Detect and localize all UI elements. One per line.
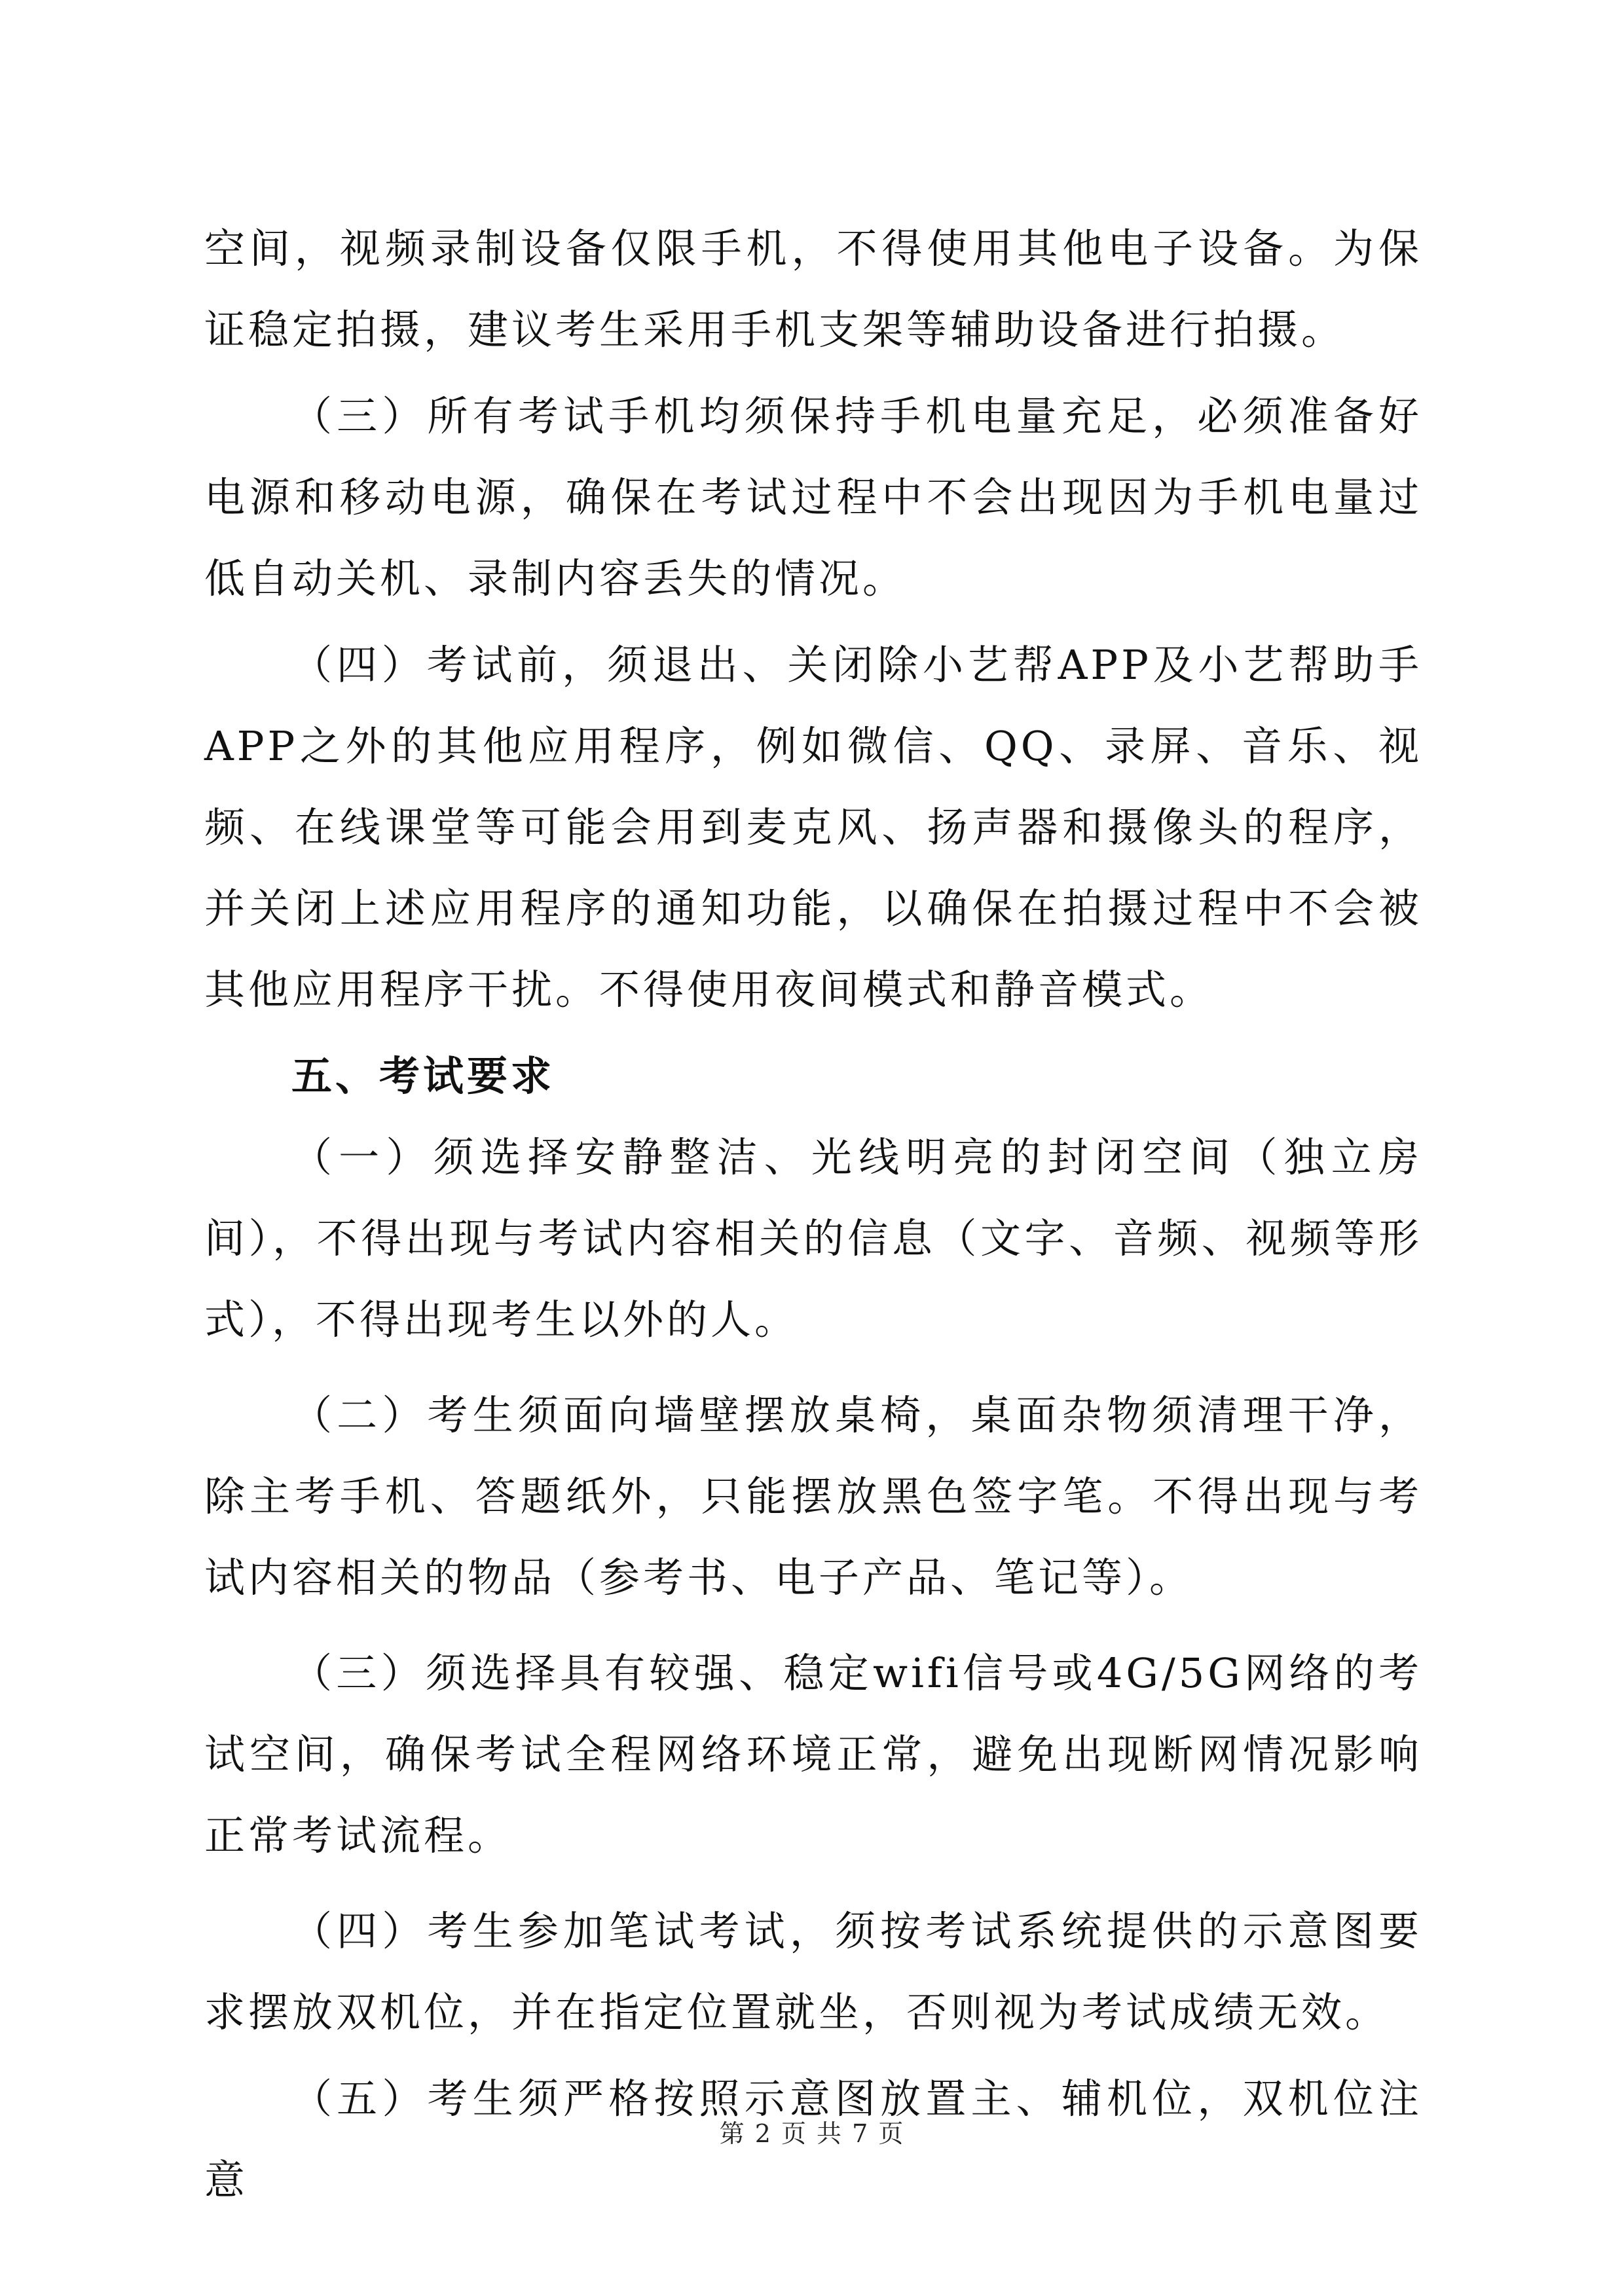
section-item-5-placement: （五）考生须严格按照示意图放置主、辅机位，双机位注意	[204, 2075, 1422, 2204]
section-item-4-camera-setup: （四）考生参加笔试考试，须按考试系统提供的示意图要求摆放双机位，并在指定位置就坐，否则视为考试成绩无效。	[204, 1907, 1422, 2036]
paragraph-item-4-apps: （四）考试前，须退出、关闭除小艺帮APP及小艺帮助手APP之外的其他应用程序，例如微信、QQ、录屏、音乐、视频、在线课堂等可能会用到麦克风、扬声器和摄像头的程序，并关闭上述应用程序的通知功能，以确保在拍摄过程中不会被其他应用程序干扰。不得使用夜间模式和静音模式。	[204, 641, 1422, 1013]
page-footer: 第 2 页 共 7 页	[719, 2119, 905, 2148]
section-item-2-desk: （二）考生须面向墙壁摆放桌椅，桌面杂物须清理干净，除主考手机、答题纸外，只能摆放黑色签字笔。不得出现与考试内容相关的物品（参考书、电子产品、笔记等）。	[204, 1391, 1422, 1601]
section-heading: 五、考试要求	[291, 1052, 555, 1100]
paragraph-item-3-power: （三）所有考试手机均须保持手机电量充足，必须准备好电源和移动电源，确保在考试过程中不会出现因为手机电量过低自动关机、录制内容丢失的情况。	[204, 392, 1422, 602]
section-item-1-environment: （一）须选择安静整洁、光线明亮的封闭空间（独立房间），不得出现与考试内容相关的信息（文字、音频、视频等形式），不得出现考生以外的人。	[204, 1133, 1422, 1343]
section-item-3-network: （三）须选择具有较强、稳定wifi信号或4G/5G网络的考试空间，确保考试全程网络环境正常，避免出现断网情况影响正常考试流程。	[204, 1649, 1422, 1859]
paragraph-continued: 空间，视频录制设备仅限手机，不得使用其他电子设备。为保证稳定拍摄，建议考生采用手机支架等辅助设备进行拍摄。	[204, 225, 1422, 354]
document-body	[204, 208, 1422, 2221]
